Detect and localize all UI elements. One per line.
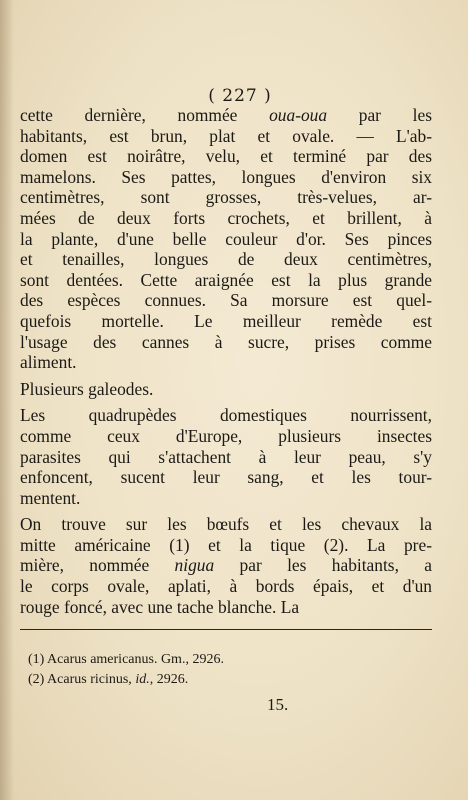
text-line (20, 488, 432, 509)
text-run: parasites qui s'attachent à leur peau, s'y (20, 446, 432, 467)
text-line (20, 311, 432, 332)
footnote-divider (20, 629, 432, 630)
text-line (20, 576, 432, 597)
text-line (20, 447, 432, 468)
text-run: mées de deux forts crochets, et brillent, à (20, 207, 432, 228)
text-line (20, 597, 432, 618)
text-run: mamelons. Ses pattes, longues d'environ six (20, 166, 432, 187)
text-run: des espèces connues. Sa morsure est quel- (20, 290, 432, 311)
text-line (20, 405, 432, 426)
text-run: par les (327, 105, 432, 125)
text-run: enfoncent, sucent leur sang, et les tour- (20, 467, 432, 488)
paragraph (20, 514, 432, 617)
text-line (20, 332, 432, 353)
paragraph (20, 379, 432, 400)
text-run: centimètres, sont grosses, très-velues, ar- (20, 187, 432, 208)
paragraph (20, 105, 432, 373)
text-line (20, 249, 432, 270)
body-text (20, 105, 432, 617)
text-run: et tenailles, longues de deux centimètres, (20, 249, 432, 270)
text-line (20, 290, 432, 311)
text-run: mière, nommée (20, 555, 175, 576)
italic-term: oua-oua (269, 105, 328, 125)
text-run: sont dentées. Cette araignée est la plus grande (20, 269, 432, 290)
text-line (20, 208, 432, 229)
text-run: (1) Acarus americanus. Gm., 2926. (28, 652, 224, 667)
text-line (20, 467, 432, 488)
text-run: (2) Acarus ricinus, (28, 672, 136, 687)
text-run: le corps ovale, aplati, à bords épais, et d'un (20, 576, 432, 597)
text-run: mitte américaine (1) et la tique (2). La pre- (20, 534, 432, 555)
text-run: la plante, d'une belle couleur d'or. Ses pinces (20, 228, 432, 249)
footnote (28, 670, 408, 690)
text-line (20, 379, 432, 400)
text-run: rouge foncé, avec une tache blanche. La (20, 596, 300, 617)
text-run: aliment. (20, 352, 77, 373)
text-run: On trouve sur les bœufs et les chevaux la (20, 514, 432, 535)
text-line (20, 535, 432, 556)
footnote (28, 650, 408, 670)
paragraph (20, 405, 432, 508)
text-run: quefois mortelle. Le meilleur remède est (20, 310, 432, 331)
text-line (20, 555, 432, 576)
text-run: comme ceux d'Europe, plusieurs insectes (20, 425, 432, 446)
text-run: Les quadrupèdes domestiques nourrissent, (20, 405, 432, 426)
text-line (20, 352, 432, 373)
text-run: l'usage des cannes à sucre, prises comme (20, 331, 432, 352)
text-run: habitants, est brun, plat et ovale. — L'ab- (20, 125, 432, 146)
text-run: par les habitants, a (214, 555, 432, 576)
footnotes (28, 650, 408, 690)
text-run: , 2926. (149, 672, 189, 687)
italic-term: nigua (174, 555, 215, 576)
page-number: ( 227 ) (208, 86, 272, 106)
text-line (20, 270, 432, 291)
text-run: cette dernière, nommée (20, 105, 270, 125)
text-line (20, 105, 432, 126)
text-line (20, 426, 432, 447)
text-line (20, 514, 432, 535)
text-run: domen est noirâtre, velu, et terminé par des (20, 146, 432, 167)
text-line (20, 146, 432, 167)
italic-term: id. (135, 672, 150, 687)
text-run: mentent. (20, 487, 81, 508)
text-line (20, 229, 432, 250)
text-run: Plusieurs galeodes. (20, 378, 154, 399)
text-line (20, 187, 432, 208)
signature-mark: 15. (267, 695, 289, 714)
page-gutter-shadow (0, 0, 14, 800)
text-line (20, 167, 432, 188)
text-line (20, 126, 432, 147)
